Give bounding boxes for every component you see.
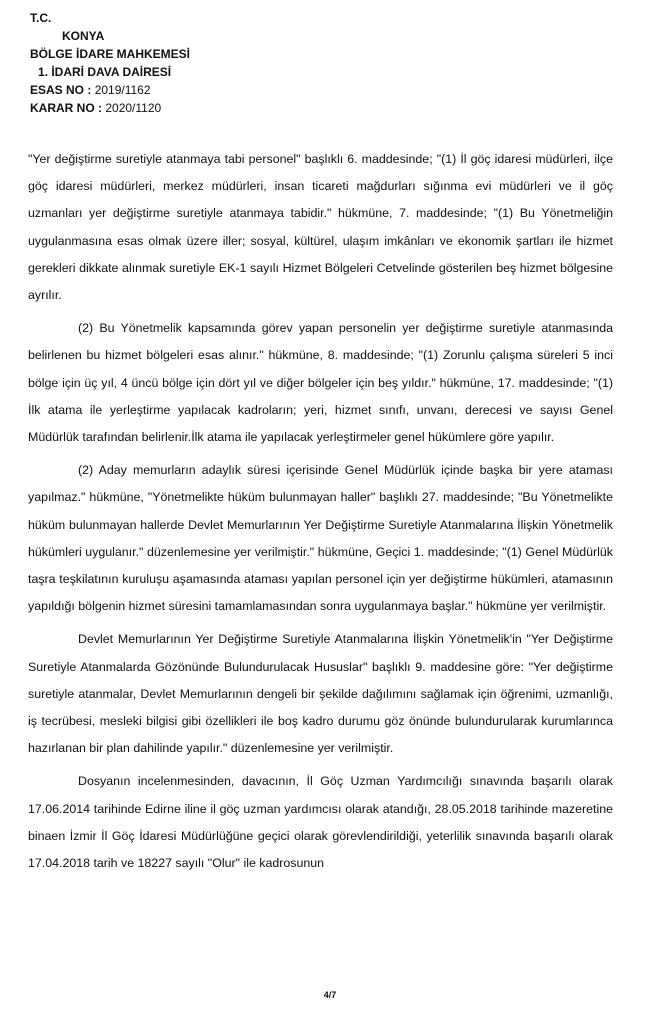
paragraph: Devlet Memurlarının Yer Değiştirme Suretiyle Atanmalarına İlişkin Yönetmelik'in "Yer Değiştirme Suretiyle Atanmalarda Gözönünde Bulundurulacak Hususlar" başlıklı 9. maddesine göre: "Yer değiştirme suretiyle atanmalar, Devlet Memurlarının dengeli bir şekilde dağılımını sağlamak için öğrenimi, uzmanlığı, iş tecrübesi, mesleki bilgisi gibi özellikleri ile boş kadro durumu göz önünde bulundurularak kurumlarınca hazırlanan bir plan dahilinde yapılır." düzenlemesine yer verilmiştir.: [28, 632, 613, 756]
header-tc: T.C.: [30, 11, 52, 25]
esas-label: ESAS NO :: [30, 83, 92, 97]
document-body: [28, 146, 613, 883]
header-city: KONYA: [62, 29, 105, 43]
header-chamber: 1. İDARİ DAVA DAİRESİ: [38, 65, 172, 79]
karar-value: 2020/1120: [105, 101, 162, 115]
page-number: 4/7: [323, 990, 337, 1000]
esas-value: 2019/1162: [94, 83, 151, 97]
esas-line: [30, 81, 190, 99]
paragraph: Dosyanın incelenmesinden, davacının, İl Göç Uzman Yardımcılığı sınavında başarılı olarak 17.06.2014 tarihinde Edirne iline il göç uzman yardımcısı olarak atandığı, 28.05.2018 tarihinde mazeretine binaen İzmir İl Göç İdaresi Müdürlüğüne geçici olarak görevlendirildiği, yeterlilik sınavında başarılı olarak 17.04.2018 tarih ve 18227 sayılı "Olur" ile kadrosunun: [28, 774, 613, 871]
karar-label: KARAR NO :: [30, 101, 102, 115]
document-header: [30, 9, 190, 117]
karar-line: [30, 99, 190, 117]
header-court: BÖLGE İDARE MAHKEMESİ: [30, 47, 191, 61]
paragraph: (2) Aday memurların adaylık süresi içerisinde Genel Müdürlük içinde başka bir yere ataması yapılmaz." hükmüne, "Yönetmelikte hüküm bulunmayan haller" başlıklı 27. maddesinde; "Bu Yönetmelikte hüküm bulunmayan hallerde Devlet Memurlarının Yer Değiştirme Suretiyle Atanmalarına İlişkin Yönetmelik hükümleri uygulanır." düzenlemesine yer verilmiştir." hükmüne, Geçici 1. maddesinde; "(1) Genel Müdürlük taşra teşkilatının kuruluşu aşamasında ataması yapılan personel için yer değiştirme hükümleri, atamasının yapıldığı bölgenin hizmet süresini tamamlamasından sonra uygulanmaya başlar." hükmüne yer verilmiştir.: [28, 463, 613, 614]
paragraph: (2) Bu Yönetmelik kapsamında görev yapan personelin yer değiştirme suretiyle atanmasında belirlenen bu hizmet bölgeleri esas alınır." hükmüne, 8. maddesinde; "(1) Zorunlu çalışma süreleri 5 inci bölge için üç yıl, 4 üncü bölge için dört yıl ve diğer bölgeler için beş yıldır." hükmüne, 17. maddesinde; "(1) İlk atama ile yerleştirme yapılacak kadroların; yeri, hizmet sınıfı, unvanı, derecesi ve sayısı Genel Müdürlük tarafından belirlenir.İlk atama ile yapılacak yerleştirmeler genel hükümlere göre yapılır.: [28, 321, 613, 445]
paragraph: "Yer değiştirme suretiyle atanmaya tabi personel" başlıklı 6. maddesinde; "(1) İl göç idaresi müdürleri, ilçe göç idaresi müdürleri, merkez müdürleri, insan ticareti mağdurları sığınma evi müdürleri ve il göç uzmanları yer değiştirme suretiyle atanmaya tabidir." hükmüne, 7. maddesinde; "(1) Bu Yönetmeliğin uygulanmasına esas olmak üzere iller; sosyal, kültürel, ulaşım imkânları ve ekonomik şartları ile hizmet gerekleri dikkate alınmak suretiyle EK-1 sayılı Hizmet Bölgeleri Cetvelinde gösterilen beş hizmet bölgesine ayrılır.: [28, 152, 613, 303]
